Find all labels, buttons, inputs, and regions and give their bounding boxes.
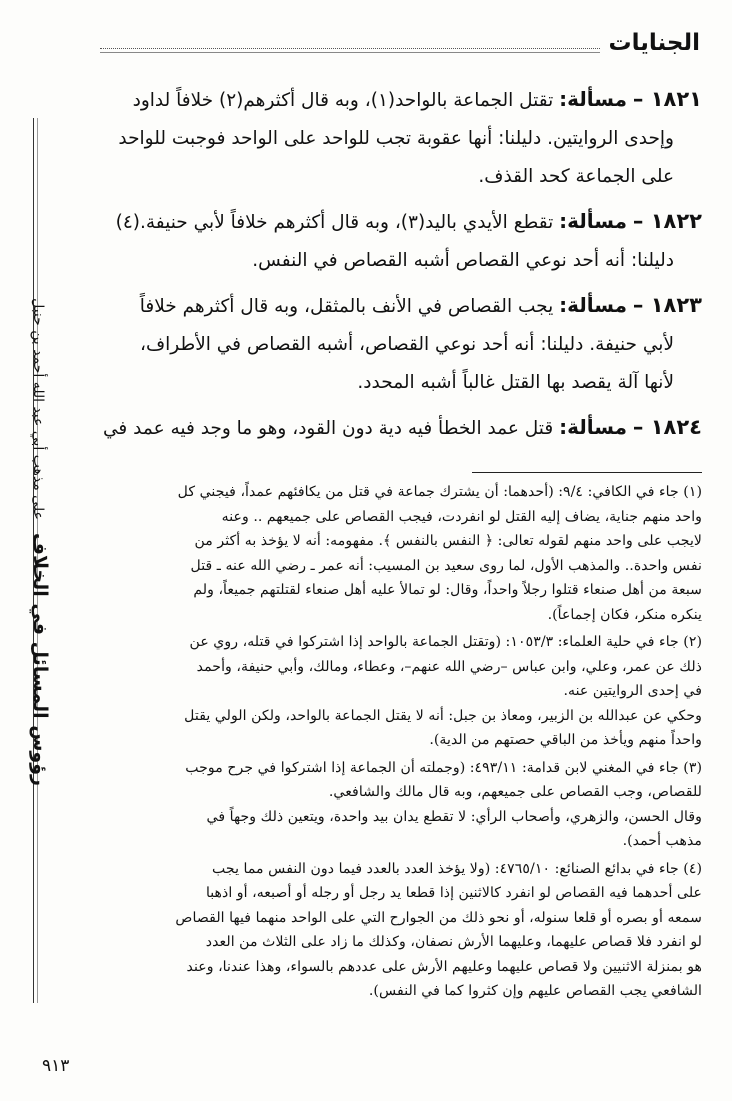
- footnote-3: [92, 756, 702, 854]
- footnote-4: [92, 857, 702, 1004]
- main-text: [96, 80, 702, 454]
- masala-keyword: مسألة:: [559, 293, 628, 317]
- footnote-line: الشافعي يجب القصاص عليهم وإن كثروا كما في النفس).: [368, 983, 702, 999]
- footnote-line: (١) جاء في الكافي: ٩/٤: (أحدهما: أن يشترك جماعة في قتل من يكافئهم عمداً، فيجني كل: [177, 484, 702, 500]
- footnotes: [92, 480, 702, 1007]
- book-title-vertical: [29, 298, 51, 786]
- masala-keyword: مسألة:: [559, 415, 628, 439]
- footnote-line: (٤) جاء في بدائع الصنائع: ٤٧٦٥/١٠: (ولا يؤخذ العدد بالعدد فيما دون النفس مما يجب: [211, 860, 702, 877]
- masala-1824: [96, 408, 702, 448]
- masala-number: ١٨٢٤ –: [632, 415, 702, 439]
- footnote-line: على أحدهما فيه القصاص لو انفرد كالاثنين إذا قطعا يد رجل أو رجله أو أصبعه، أو اذهبا: [205, 885, 702, 901]
- footnote-line: ذلك عن عمر، وعلي، وابن عباس –رضي الله عنهم–، وعطاء، ومالك، وأبي حنيفة، وأحمد: [196, 658, 702, 675]
- masala-number: ١٨٢١ –: [632, 87, 702, 111]
- masala-keyword: مسألة:: [559, 209, 628, 233]
- masala-keyword: مسألة:: [559, 87, 628, 111]
- footnote-line: لو انفرد فلا قصاص عليهما، وعليهما الأرش نصفان، وكذلك ما زاد على الثلاث من العدد: [205, 934, 702, 950]
- footnote-2: [92, 630, 702, 753]
- masala-number: ١٨٢٣ –: [632, 293, 702, 317]
- footnote-line: للقصاص، وجب القصاص على جميعهم، وبه قال مالك والشافعي.: [328, 784, 702, 800]
- footnote-line: واحداً منهم ويأخذ من الباقي حصتهم من الدية).: [429, 732, 702, 748]
- header-rule: [100, 48, 600, 53]
- masala-number: ١٨٢٢ –: [632, 209, 702, 233]
- running-header: [100, 28, 700, 62]
- book-subtitle: على مذهب أبي عبد الله أحمد بن حنبل: [30, 298, 46, 520]
- footnote-line: (٣) جاء في المغني لابن قدامة: ٤٩٣/١١: (وجملته أن الجماعة إذا اشتركوا في جرح موجب: [185, 759, 702, 776]
- masala-text: قتل عمد الخطأ فيه دية دون القود، وهو ما وجد فيه عمد في: [103, 418, 554, 439]
- masala-1821: [96, 80, 702, 196]
- masala-1823: [96, 286, 702, 402]
- footnote-line: نفس واحدة.. والمذهب الأول، لما روى سعيد بن المسيب: أنه عمر ـ رضي الله عنه ـ قتل: [190, 557, 702, 574]
- footnote-line: وحكي عن عبدالله بن الزبير، ومعاذ بن جبل: أنه لا يقتل الجماعة بالواحد، ولكن الولي يقتل: [184, 707, 702, 724]
- masala-line: لأنها آلة يقصد بها القتل غالباً أشبه المحدد.: [357, 372, 674, 393]
- footnote-line: (٢) جاء في حلية العلماء: ١٠٥٣/٣: (وتقتل الجماعة بالواحد إذا اشتركوا في قتله، روي عن: [189, 634, 702, 650]
- footnote-line: وقال الحسن، والزهري، وأصحاب الرأي: لا تقطع يدان بيد واحدة، ويتعين ذلك وجهاً في: [206, 808, 702, 825]
- masala-text: تقطع الأيدي باليد(٣)، وبه قال أكثرهم خلافاً لأبي حنيفة.(٤): [115, 212, 554, 233]
- masala-line: وإحدى الروايتين. دليلنا: أنها عقوبة تجب للواحد على الواحد فوجبت للواحد: [118, 128, 674, 149]
- page-number: ٩١٣: [42, 1056, 70, 1076]
- header-title: الجنايات: [608, 30, 700, 56]
- masala-1822: [96, 202, 702, 280]
- masala-line: دليلنا: أنه أحد نوعي القصاص أشبه القصاص في النفس.: [252, 250, 674, 271]
- footnote-1: [92, 480, 702, 627]
- footnote-line: لايجب على واحد منهم لقوله تعالى: ﴿ النفس بالنفس ﴾. مفهومه: أنه لا يؤخذ به أكثر من: [194, 533, 702, 549]
- footnote-line: سمعه أو بصره أو قلعا سنوله، أو نحو ذلك من الجوارح التي على الواحد منهما فيها القصاص: [175, 909, 702, 926]
- footnote-line: في إحدى الروايتين عنه.: [563, 683, 702, 699]
- footnote-separator: [472, 472, 702, 473]
- footnote-line: ينكره منكر، فكان إجماعاً).: [547, 606, 702, 623]
- footnote-line: هو بمنزلة الاثنيين ولا قصاص عليهما وعليهم الأرش على عددهم بالسواء، وهذا عندنا، وعند: [186, 958, 702, 975]
- footnote-line: سبعة من أهل صنعاء قتلوا رجلاً واحداً، وقال: لو تمالأ عليه أهل صنعاء لقتلتهم جميعاً، ولم: [193, 582, 702, 598]
- masala-line: لأبي حنيفة. دليلنا: أنه أحد نوعي القصاص، أشبه القصاص في الأطراف،: [139, 334, 674, 355]
- masala-text: تقتل الجماعة بالواحد(١)، وبه قال أكثرهم(٢) خلافاً لداود: [132, 90, 554, 111]
- footnote-line: واحد منهم جناية، يضاف إليه القتل لو انفردت، فيجب القصاص على جميعهم .. وعنه: [221, 508, 702, 525]
- book-title: رؤوس المسائل في الخلاف: [29, 532, 51, 786]
- masala-line: على الجماعة كحد القذف.: [478, 166, 674, 187]
- masala-text: يجب القصاص في الأنف بالمثقل، وبه قال أكثرهم خلافاً: [139, 296, 554, 317]
- footnote-line: مذهب أحمد).: [622, 833, 702, 849]
